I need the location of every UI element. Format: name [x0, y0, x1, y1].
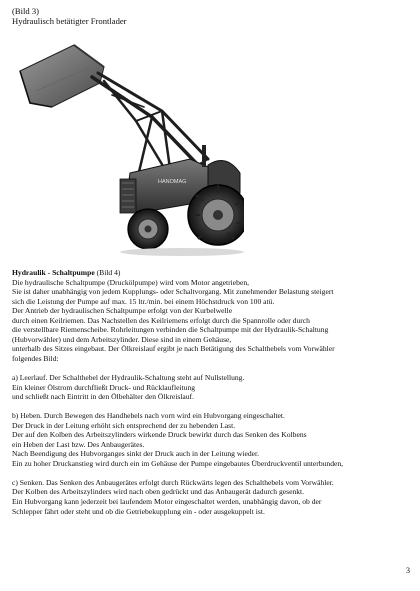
text-line: Der auf den Kolben des Arbeitszylinders wirkende Druck bewirkt durch das Senken des Kolbens: [12, 430, 307, 440]
text-line: a) Leerlauf. Der Schalthebel der Hydraulik-Schaltung steht auf Nullstellung.: [12, 372, 245, 382]
text-line: Ein kleiner Ölstrom durchfließt Druck- und Rücklaufleitung: [12, 382, 196, 392]
section-heading-suffix: (Bild 4): [94, 268, 121, 277]
section-heading: [12, 268, 414, 278]
figure-title: Hydraulisch betätigter Frontlader: [12, 16, 127, 26]
ground-shadow: [120, 248, 244, 256]
text-line: die verstellbare Riemenscheibe. Rohrleitungen verbinden die Schaltpumpe mit der Hydraulik-Schaltung: [12, 325, 329, 335]
text-line: und schließt nach Eintritt in den Ölbehälter den Ölkreislauf.: [12, 392, 194, 402]
text-line: Der Antrieb der hydraulischen Schaltpumpe erfolgt von der Kurbelwelle: [12, 306, 233, 316]
text-line: Ein zu hoher Druckanstieg wird durch ein im Gehäuse der Pumpe eingebautes Überdruckventil unterbunden,: [12, 458, 344, 468]
text-line: ein Heben der Last bzw. Des Anbaugerätes.: [12, 439, 145, 449]
front-wheel: [128, 209, 168, 249]
text-line: sich die Leistung der Pumpe auf max. 15 ltr./min. bei einem Höchstdruck von 100 atü.: [12, 296, 275, 306]
text-line: c) Senken. Das Senken des Anbaugerätes erfolgt durch Rückwärts legen des Schalthebels vom Vorwähler.: [12, 477, 334, 487]
brand-text: HANOMAG: [158, 179, 187, 185]
section-heading-bold: Hydraulik - Schaltpumpe: [12, 268, 95, 277]
text-line: unterhalb des Sitzes eingebaut. Der Ölkreislauf ergibt je nach Betätigung des Schalthebels vom Vorwähler: [12, 344, 335, 354]
rear-wheel: [188, 185, 244, 245]
text-line: Sie ist daher unabhängig von jedem Kupplungs- oder Schaltvorgang. Mit zunehmender Belastung steigert: [12, 287, 334, 297]
intro-paragraph: [12, 278, 414, 364]
text-line: (Hubvorwähler) und dem Arbeitszylinder. Diese sind in einem Gehäuse,: [12, 334, 232, 344]
text-line: folgendes Bild:: [12, 353, 59, 363]
paragraph-leerlauf: [12, 373, 414, 402]
text-line: Der Druck in der Leitung erhöht sich entsprechend der zu hebenden Last.: [12, 420, 236, 430]
text-line: b) Heben. Durch Bewegen des Handhebels nach vorn wird ein Hubvorgang eingeschaltet.: [12, 411, 285, 421]
text-line: Ein Hubvorgang kann jederzeit bei laufendem Motor eingeschaltet werden, unabhängig davon, ob der: [12, 496, 322, 506]
text-line: Die hydraulische Schaltpumpe (Druckölpumpe) wird vom Motor angetrieben,: [12, 277, 250, 287]
text-line: durch einen Keilriemen. Das Nachstellen des Keilriemens erfolgt durch die Spannrolle oder durch: [12, 315, 310, 325]
figure-caption: [12, 6, 127, 26]
figure-label: (Bild 3): [12, 6, 39, 16]
paragraph-heben: [12, 411, 414, 468]
text-line: Schlepper fährt oder steht und ob die Getriebekupplung ein - oder ausgekuppelt ist.: [12, 506, 265, 516]
document-body: [12, 268, 414, 516]
page-number: 3: [406, 566, 410, 575]
text-line: Der Kolben des Arbeitszylinders wird nach oben gedrückt und das Anbaugerät dadurch gesenkt.: [12, 487, 305, 497]
text-line: Nach Beendigung des Hubvorganges sinkt der Druck auch in der Leitung wieder.: [12, 449, 260, 459]
tractor-frontloader-photo: [12, 33, 244, 258]
paragraph-senken: [12, 478, 414, 516]
